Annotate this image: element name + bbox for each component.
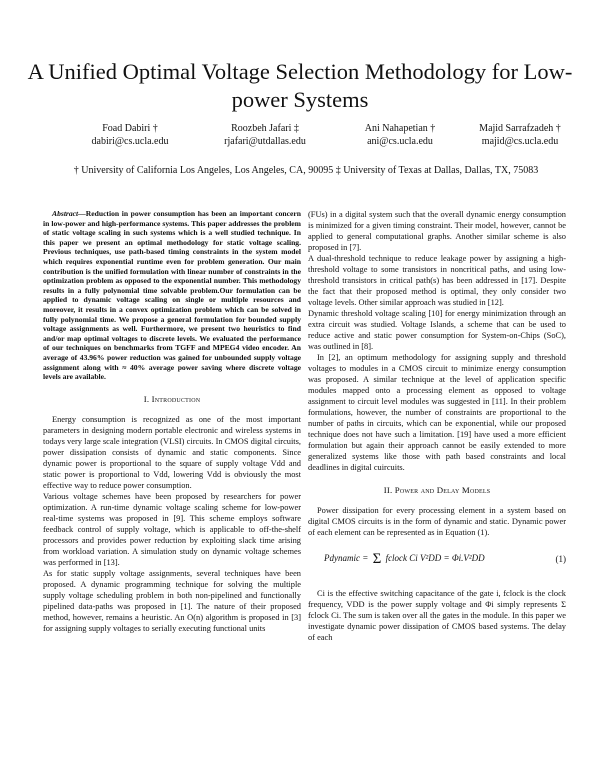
affiliations: † University of California Los Angeles, Los Angeles, CA, 90095 ‡ University of Texas at Dallas, Dallas, TX, 75083: [73, 165, 539, 176]
left-column: [43, 209, 301, 634]
paragraph: In [2], an optimum methodology for assigning supply and threshold voltages to modules in a CMOS circuit to minimize energy consumption was proposed. A similar technique at the level of application specific modules mapped onto a processing element as opposed to voltage assignment to circuit level modules was suggested in [11]. In their problem formulations, however, the number of constraints are proportional to the number of paths in circuits, which can be exponential, while our proposed technique does not have such a limitation. [19] have used a more efficient formulation but again their approach cannot be easily extended to more generalized systems like those with path based constraints and local deadlines in digital cuircuits.: [308, 353, 566, 472]
equation-middle: fclock Ci V²DD: [385, 553, 442, 563]
abstract-lead: Abstract—: [52, 209, 86, 218]
author-email: majid@cs.ucla.edu: [481, 136, 559, 147]
author-email: ani@cs.ucla.edu: [367, 136, 433, 147]
paper-title: A Unified Optimal Voltage Selection Methodology for Low-power Systems: [27, 59, 573, 112]
author-name: Ani Nahapetian †: [364, 123, 436, 134]
summation-symbol: Σ: [372, 551, 382, 567]
right-column: [308, 209, 566, 643]
author-email: dabiri@cs.ucla.edu: [91, 136, 169, 147]
author-block: [75, 122, 185, 148]
paragraph: Dynamic threshold voltage scaling [10] for energy minimization through an extra circuit was studied. Voltage Islands, a scheme that can be used to reduce active and static power consumption for System-on-Chips (SoC), was outlined in [8].: [308, 309, 566, 351]
author-email: rjafari@utdallas.edu: [224, 136, 306, 147]
section-heading-introduction: I. Introduction: [143, 393, 201, 404]
equation-rhs: = Φi.V²DD: [443, 553, 485, 563]
author-name: Majid Sarrafzadeh †: [479, 123, 561, 134]
equation-body: Pdynamic = Σ fclock Ci V²DD = Φi.V²DD: [324, 551, 485, 567]
paragraph: Power dissipation for every processing element in a system based on digital CMOS circuits is in the form of dynamic and static. Dynamic power of each element can be represented as in Equation (1).: [308, 506, 566, 537]
equation-number: (1): [555, 554, 566, 564]
equation-lhs: Pdynamic: [324, 553, 360, 563]
author-name: Foad Dabiri †: [102, 123, 158, 134]
paragraph: A dual-threshold technique to reduce leakage power by assigning a high-threshold voltage to some transistors in noncritical paths, and using low-threshold transistors in critical path(s) has been addressed in [17]. Despite the fact that their proposed method is optimal, they only consider two voltage levels. Other similar approach was studied in [12].: [308, 254, 566, 307]
abstract-text: Reduction in power consumption has been an important concern in low-power and high-performance systems. This paper addresses the problem of static voltage scaling in such systems which is a well studied technique. In this paper we present an optimal methodology for static voltage scaling. Previous techniques, use path-based timing constraints in the system model which requires exponential runtime even for problem generation. Our main contribution is the unified formulation with linear number of constraints in the optimization problem as opposed to the exponential number. This methodology results in a fully polynomial time solvable problem.Our formulation can be applied to dynamic voltage scaling on single or multiple resources and moreover, it results in a convex optimization problem which can be solved in fully polynomial time. We propose a general formulation for bounded supply voltage assignments as well. Furthermore, we present two heuristics to find and/or map optimal voltages to discrete levels. We evaluated the performance of our techniques on benchmarks from TGFF and MPEG4 video encoder. An average of 43.96% power reduction was gained for unbounded supply voltage assignment along with ≈ 40% average power saving where discrete voltage levels are available.: [43, 209, 301, 382]
author-block: [460, 122, 580, 148]
author-block: [205, 122, 325, 148]
author-block: [345, 122, 455, 148]
paragraph: As for static supply voltage assignments, several techniques have been proposed. A dynamic programming technique for solving the multiple supply voltage scheduling problem in both non-pipelined and functionally pipelined data-paths was proposed in [1]. The nature of their proposed method, however, remains a heuristic. An O(n) algorithm is proposed in [3] for assigning supply voltages to serially executing functional units: [43, 568, 301, 633]
paragraph: Various voltage schemes have been proposed by researchers for power optimization. A run-time dynamic voltage scaling scheme for low-power real-time systems was proposed in [9]. This scheme employs software feedback control of supply voltage, which is applicable to off-the-shelf processors and provides power reduction by exploiting slack time arising from workload variation. A simulation study on dynamic voltage schemes was performed in [13].: [43, 491, 301, 567]
paragraph: Energy consumption is recognized as one of the most important parameters in designing modern portable electronic and wireless systems in todays very large scale integration (VLSI) circuits. In CMOS digital circuits, power dissipation consists of dynamic and static components. Since dynamic power is proportional to the square of supply voltage Vdd and static power is proportional to Vdd, lowering Vdd is obviously the most effective way to reduce power consumption.: [43, 414, 301, 490]
abstract: [43, 209, 301, 382]
equation-1: [308, 542, 566, 582]
section-heading-power-delay: II. Power and Delay Models: [383, 485, 491, 495]
paragraph: (FUs) in a digital system such that the overall dynamic energy consumption is minimized for a given timing constraint. Their model, however, cannot be applied to general computational graphs. Another similar scheme is also proposed in [7].: [308, 210, 566, 252]
paragraph: Ci is the effective switching capacitance of the gate i, fclock is the clock frequency, VDD is the power supply voltage and Φi simply represents Σ fclock Ci. The sum is taken over all the gates in the module. In this paper we investigate dynamic power dissipation of CMOS based systems. The delay of each: [308, 589, 566, 642]
author-name: Roozbeh Jafari ‡: [231, 123, 299, 134]
